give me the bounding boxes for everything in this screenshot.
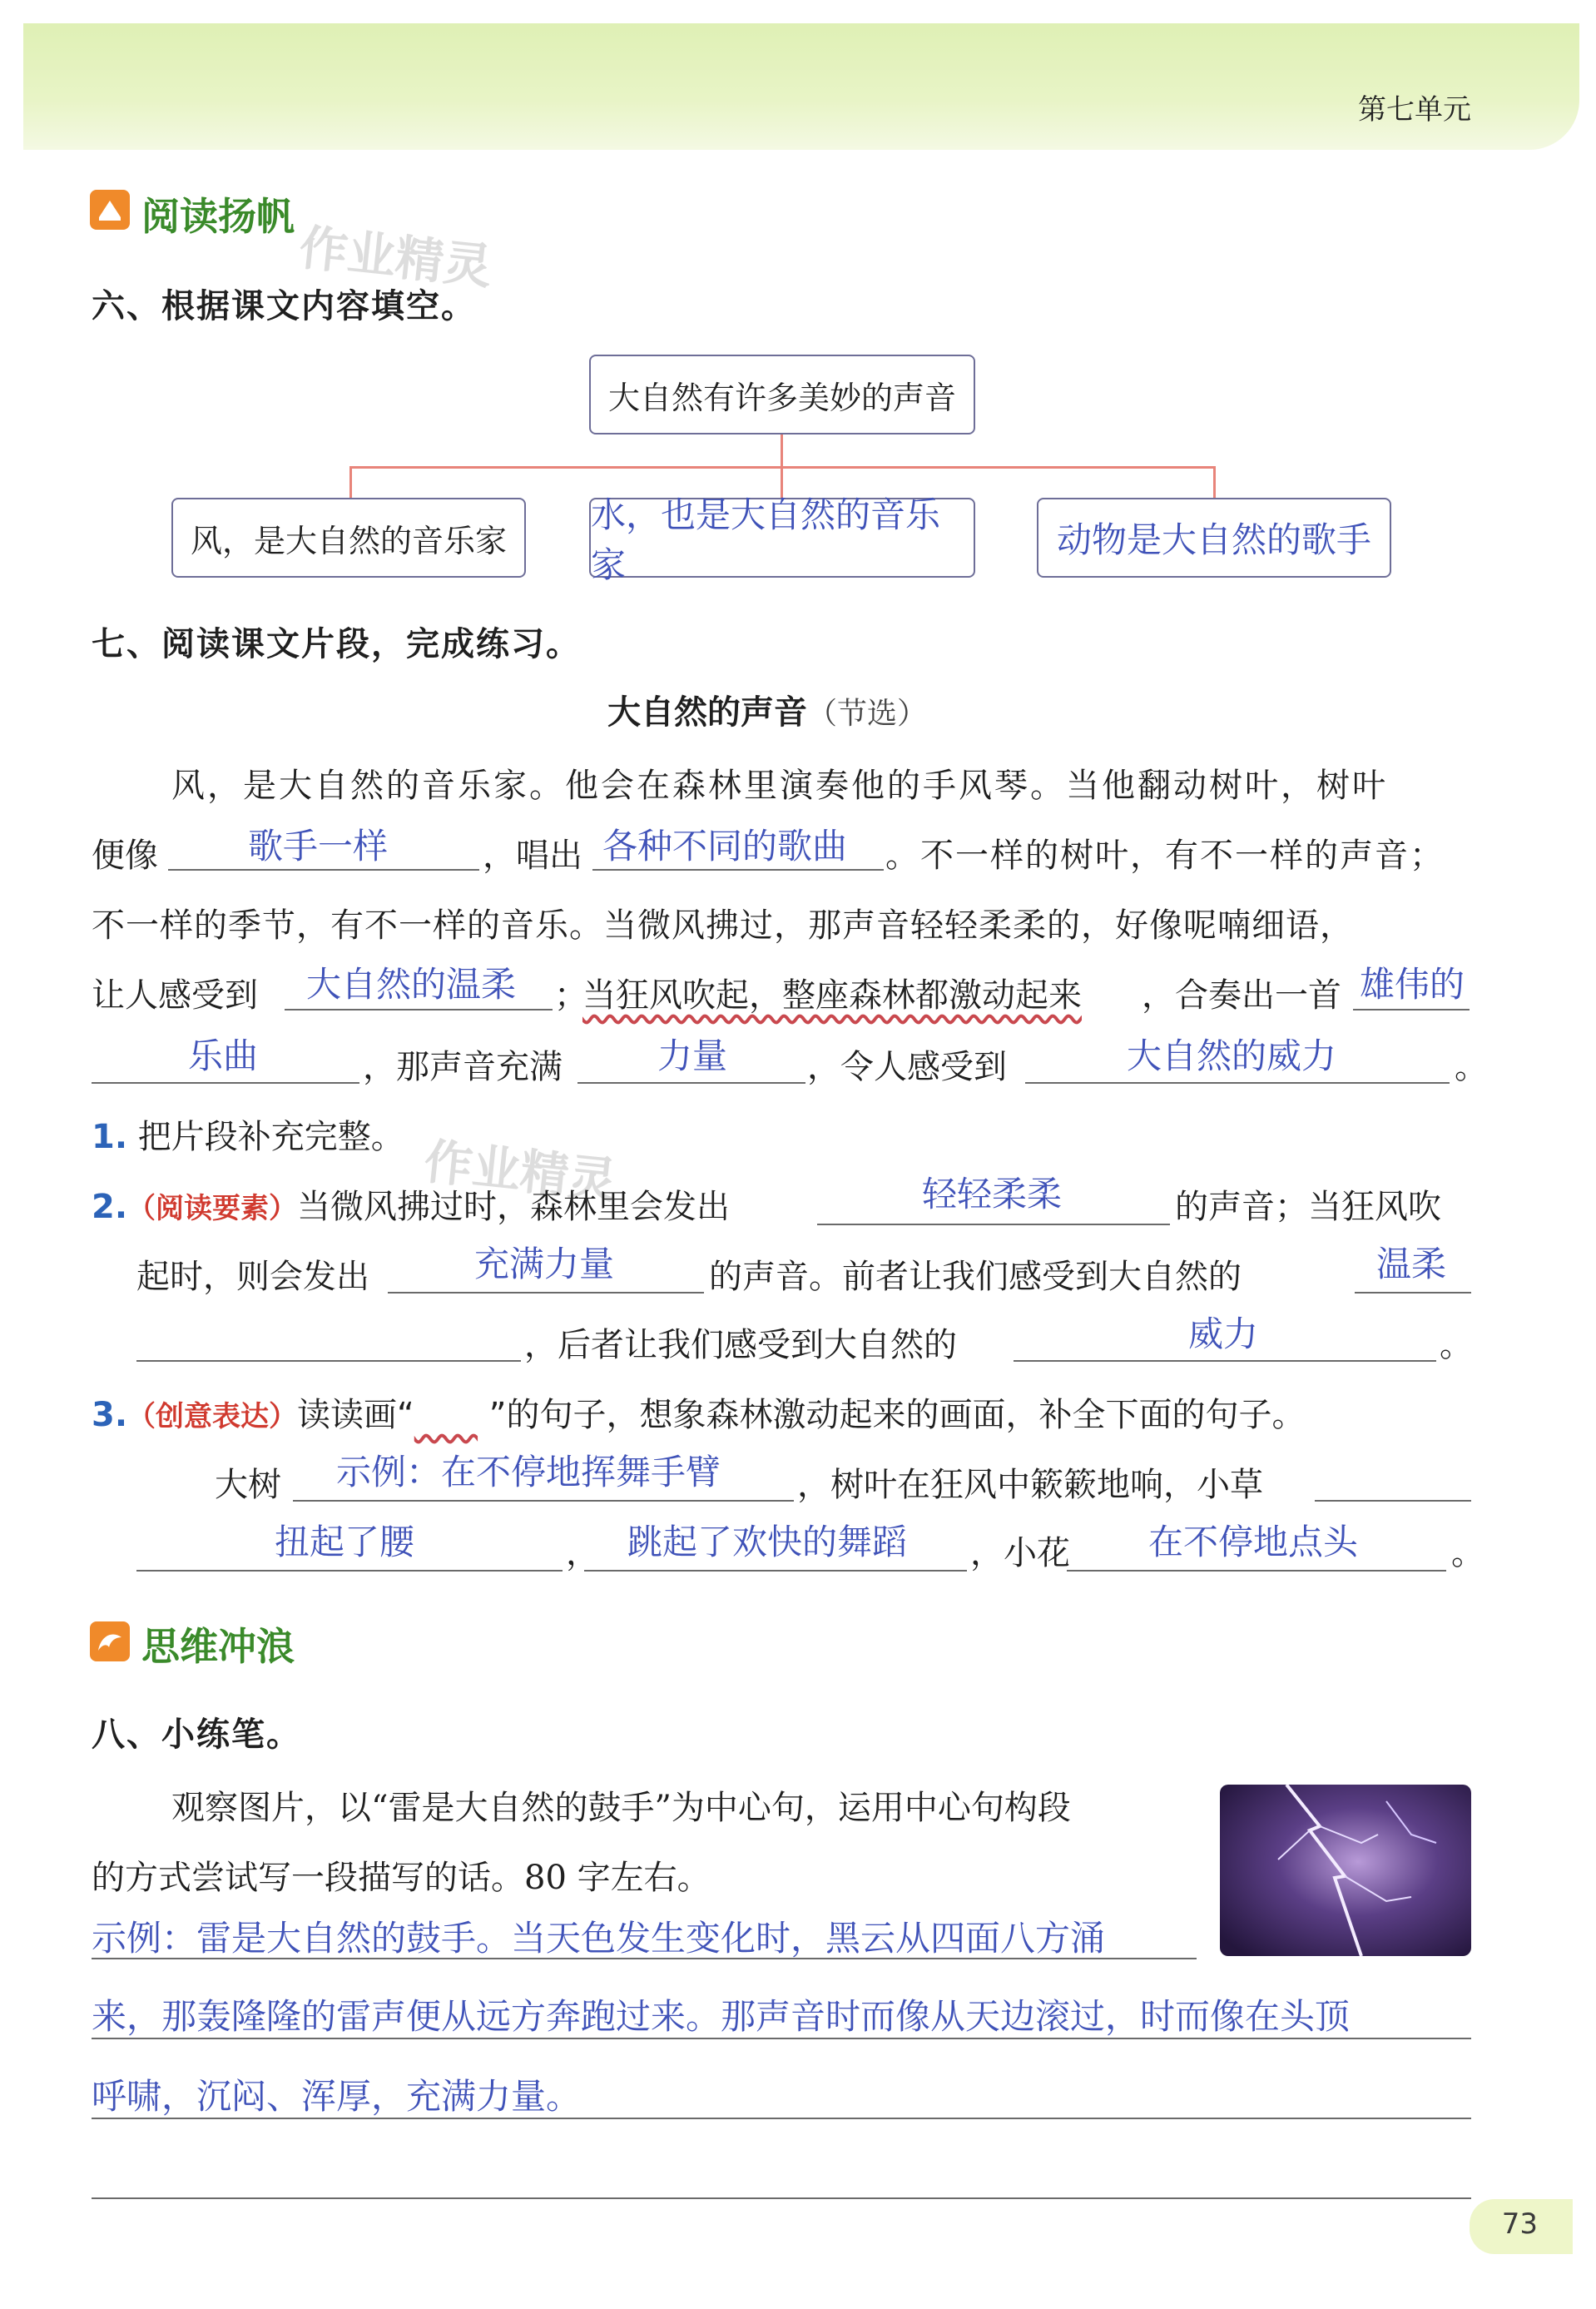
answer-text: 大自然的威力 [1127,1035,1337,1076]
blank-line [92,1082,359,1084]
connector-line [1213,466,1216,498]
blank-line [388,1292,704,1294]
unit-label: 第七单元 [1358,93,1471,127]
wave-icon [90,1621,130,1661]
subquestion-2: 2.（阅读要素）当微风拂过时，森林里会发出 [92,1188,731,1226]
blank-line [136,1360,521,1362]
blank-line [1014,1360,1436,1362]
question-text: ，小花 [970,1534,1070,1572]
answer-text: 乐曲 [188,1035,259,1076]
question-text: 的声音；当狂风吹 [1175,1188,1441,1226]
passage-text: 。 [1455,1048,1488,1086]
blank-line [584,1570,967,1572]
passage-text: 。不一样的树叶，有不一样的声音； [885,837,1445,875]
passage-text: ，唱出 [483,837,582,875]
blank-line [1353,1009,1470,1010]
answer-text: 呼啸，沉闷、浑厚，充满力量。 [92,2076,582,2117]
passage-line: 风，是大自然的音乐家。他会在森林里演奏他的手风琴。当他翻动树叶，树叶 [171,767,1388,805]
flow-box-wind: 风，是大自然的音乐家 [171,498,526,578]
answer-text: 示例：雷是大自然的鼓手。当天色发生变化时，黑云从四面八方涌 [92,1918,1106,1959]
answer-text: 雄伟的 [1360,964,1465,1005]
connector-line [781,434,783,468]
blank-line [1067,1570,1446,1572]
blank-line [293,1500,794,1502]
question-text: 。 [1451,1534,1484,1572]
flow-box-water: 水，也是大自然的音乐家 [589,498,975,578]
question-8-title: 八、小练笔。 [92,1716,301,1754]
passage-text: ，令人感受到 [807,1048,1007,1086]
wavy-underlined-sentence: 当狂风吹起，整座森林都激动起来 [582,976,1082,1015]
question-text: 起时，则会发出 [136,1258,369,1296]
passage-text: ； [554,976,587,1015]
flow-top-box: 大自然有许多美妙的声音 [589,355,975,434]
question-text: 大树 [215,1466,281,1504]
passage-title: 大自然的声音（节选） [607,693,928,732]
section-title-reading: 阅读扬帆 [141,194,295,239]
blank-line [817,1224,1170,1225]
answer-text: 扭起了腰 [275,1522,415,1562]
writing-line [92,2038,1471,2039]
writing-line [92,2118,1471,2119]
watermark: 作业精灵 [296,219,495,295]
question-text: ，后者让我们感受到大自然的 [524,1326,957,1364]
answer-text: 各种不同的歌曲 [602,826,848,866]
question-text: 的方式尝试写一段描写的话。80 字左右。 [92,1859,711,1897]
blank-line [1025,1082,1450,1084]
answer-text: 温柔 [1376,1244,1447,1284]
answer-text: 充满力量 [474,1244,615,1284]
question-text: 观察图片，以“雷是大自然的鼓手”为中心句，运用中心句构段 [171,1789,1071,1827]
answer-text: 力量 [657,1035,728,1076]
lightning-image [1220,1785,1471,1956]
header-band [23,23,1579,150]
blank-line [592,869,884,871]
passage-text: 便像 [92,837,158,875]
passage-text: 让人感受到 [92,976,258,1015]
answer-text: 歌手一样 [248,826,389,866]
writing-line [92,1958,1197,1959]
question-text: 的声音。前者让我们感受到大自然的 [709,1258,1242,1296]
answer-text: 示例：在不停地挥舞手臂 [336,1452,721,1492]
question-text: ， [566,1534,599,1572]
passage-line: 不一样的季节，有不一样的音乐。当微风拂过，那声音轻轻柔柔的，好像呢喃细语， [92,906,1354,945]
question-7-title: 七、阅读课文片段，完成练习。 [92,625,581,663]
subquestion-3: 3.（创意表达）读读画“ ”的句子，想象森林激动起来的画面，补全下面的句子。 [92,1396,1306,1434]
blank-line [136,1570,563,1572]
book-icon [90,190,130,230]
passage-text: ，那声音充满 [363,1048,563,1086]
blank-line [168,869,479,871]
question-6-title: 六、根据课文内容填空。 [92,287,476,325]
answer-text: 跳起了欢快的舞蹈 [627,1522,908,1562]
connector-line [349,466,352,498]
blank-line [1355,1292,1471,1294]
question-text: ，树叶在狂风中簌簌地响，小草 [797,1466,1263,1504]
blank-line [1315,1500,1471,1502]
answer-text: 轻轻柔柔 [922,1174,1063,1214]
section-title-thinking: 思维冲浪 [141,1624,295,1669]
writing-line [92,2197,1471,2199]
blank-line [577,1082,805,1084]
answer-text: 在不停地点头 [1148,1522,1359,1562]
flow-box-animals: 动物是大自然的歌手 [1037,498,1391,578]
blank-line [285,1009,553,1010]
page-number: 73 [1501,2207,1538,2241]
answer-text: 威力 [1188,1313,1259,1354]
answer-text: 来，那轰隆隆的雷声便从远方奔跑过来。那声音时而像从天边滚过，时而像在头顶 [92,1996,1351,2037]
answer-text: 大自然的温柔 [306,964,517,1005]
passage-text: ，合奏出一首 [1142,976,1341,1015]
question-text: 。 [1440,1326,1473,1364]
watermark: 作业精灵 [421,1133,620,1209]
subquestion-1: 1. 把片段补充完整。 [92,1118,404,1156]
